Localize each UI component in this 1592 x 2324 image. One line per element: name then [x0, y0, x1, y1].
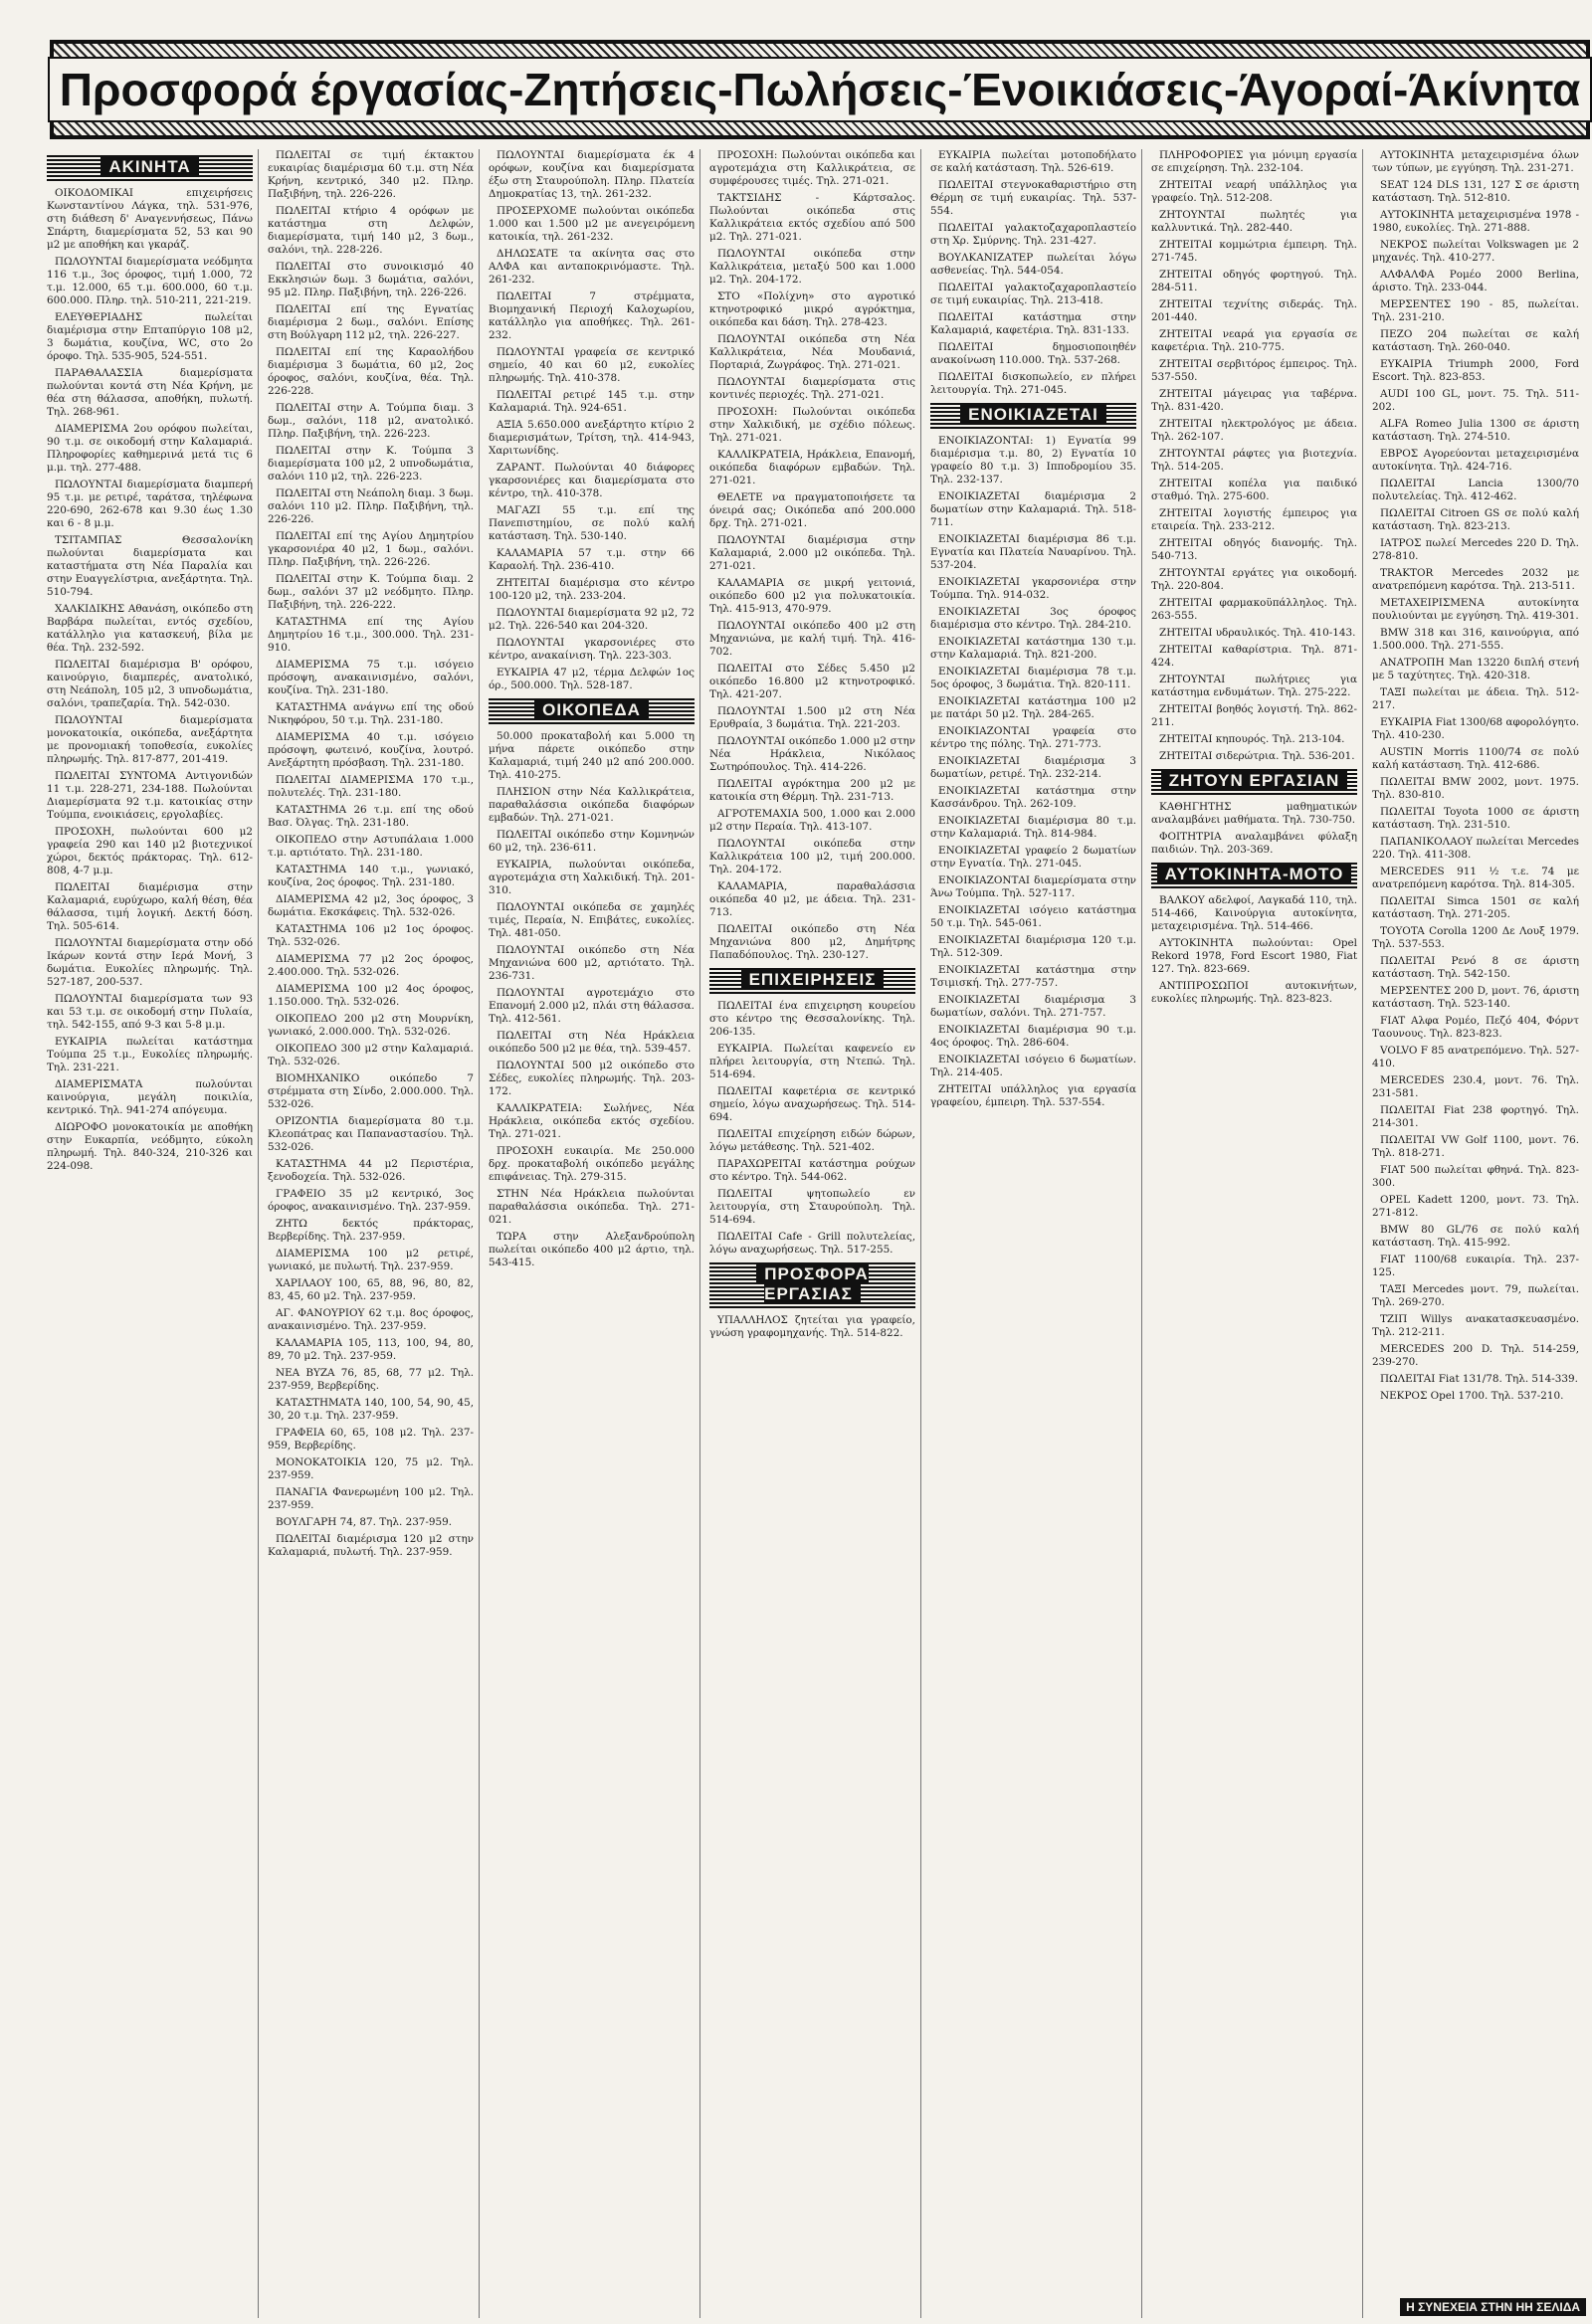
classified-ad: ΑΓΡΟΤΕΜΑΧΙΑ 500, 1.000 και 2.000 μ2 στην Περαία. Τηλ. 413-107.	[709, 808, 915, 833]
classified-ad: ΚΑΤΑΣΤΗΜΑ 140 τ.μ., γωνιακό, κουζίνα, 2ος όροφος. Τηλ. 231-180.	[268, 864, 474, 888]
classified-ad: ΕΥΚΑΙΡΙΑ. Πωλείται καφενείο εν πλήρει λειτουργία, στη Ντεπώ. Τηλ. 514-694.	[709, 1043, 915, 1080]
classified-ad: ΠΩΛΕΙΤΑΙ επί της Αγίου Δημητρίου γκαρσονιέρα 40 μ2, 1 δωμ., σαλόνι. Πληρ. Παξιβήνη, τηλ. 226-226.	[268, 530, 474, 568]
classified-ad: ΖΗΤΕΙΤΑΙ κηπουρός. Τηλ. 213-104.	[1159, 733, 1345, 745]
classified-ad: ΕΒΡΟΣ Αγορεύονται μεταχειρισμένα αυτοκίνητα. Τηλ. 424-716.	[1372, 448, 1579, 473]
classified-ad: ΠΩΛΕΙΤΑΙ στη Νέα Ηράκλεια οικόπεδο 500 μ2 με θέα, τηλ. 539-457.	[489, 1030, 695, 1055]
classified-ad: ΠΩΛΕΙΤΑΙ Citroen GS σε πολύ καλή κατάσταση. Τηλ. 823-213.	[1372, 507, 1579, 532]
classified-ad: ΖΗΤΕΙΤΑΙ σιδερώτρια. Τηλ. 536-201.	[1159, 750, 1355, 762]
classified-ad: ΠΛΗΣΙΟΝ στην Νέα Καλλικράτεια, παραθαλάσσια οικόπεδα διαφόρων εμβαδών. Τηλ. 271-021.	[489, 786, 695, 824]
classified-ad: ΕΝΟΙΚΙΑΖΕΤΑΙ κατάστημα 130 τ.μ. στην Καλαμαριά. Τηλ. 821-200.	[930, 636, 1136, 661]
classified-ad: ΔΙΑΜΕΡΙΣΜΑ 100 μ2 4ος όροφος, 1.150.000. Τηλ. 532-026.	[268, 983, 474, 1008]
column-7	[1367, 149, 1584, 2318]
classified-ad: ΘΕΛΕΤΕ να πραγματοποιήσετε τα όνειρά σας; Οικόπεδα από 200.000 δρχ. Τηλ. 271-021.	[709, 491, 915, 529]
classified-ad: ΖΗΤΕΙΤΑΙ λογιστής έμπειρος για εταιρεία. Τηλ. 233-212.	[1151, 507, 1357, 532]
classified-ad: ΠΡΟΣΟΧΗ, πωλούνται 600 μ2 γραφεία 290 και 140 μ2 βιοτεχνικοί χώροι, δεκτός πράκτορας. Τηλ. 612-808, 4-7 μ.μ.	[47, 826, 253, 876]
classified-ad: ΚΑΤΑΣΤΗΜΑ 26 τ.μ. επί της οδού Βασ. Όλγας. Τηλ. 231-180.	[268, 804, 474, 829]
classified-ad: ΠΩΛΕΙΤΑΙ γαλακτοζαχαροπλαστείο σε τιμή ευκαιρίας. Τηλ. 213-418.	[930, 282, 1136, 306]
classified-ad: ΕΝΟΙΚΙΑΖΕΤΑΙ γραφείο 2 δωματίων στην Εγνατία. Τηλ. 271-045.	[930, 845, 1136, 870]
classified-ad: ΕΝΟΙΚΙΑΖΕΤΑΙ διαμέρισμα 120 τ.μ. Τηλ. 512-309.	[930, 934, 1136, 959]
classified-ad: ΟΙΚΟΠΕΔΟ 300 μ2 στην Καλαμαριά. Τηλ. 532-026.	[268, 1043, 474, 1067]
classified-ad: ΠΩΛΕΙΤΑΙ VW Golf 1100, μοντ. 76. Τηλ. 818-271.	[1372, 1134, 1579, 1159]
classified-ad: ΠΩΛΟΥΝΤΑΙ διαμερίσματα στην οδό Ικάρων κοντά στην Ιερά Μονή, 3 δωμάτια. Ευκολίες πληρωμής. Τηλ. 527-187, 200-537.	[47, 937, 253, 988]
classified-ad: ΠΑΡΑΧΩΡΕΙΤΑΙ κατάστημα ρούχων στο κέντρο. Τηλ. 544-062.	[709, 1158, 915, 1183]
banner-title: Προσφορά έργασίας-Ζητήσεις-Πωλήσεις-Ένοικιάσεις-Άγοραί-Άκίνητα	[48, 57, 1592, 122]
classified-ad: ΠΑΠΑΝΙΚΟΛΑΟΥ πωλείται Mercedes 220. Τηλ. 411-308.	[1372, 836, 1579, 861]
classified-ad: ΔΙΩΡΟΦΟ μονοκατοικία με αποθήκη στην Ευκαρπία, νεόδμητο, εύκολη πληρωμή. Τηλ. 840-324, 210-326 και 224-098.	[47, 1121, 253, 1172]
classified-ad: ΠΩΛΕΙΤΑΙ Ρενό 8 σε άριστη κατάσταση. Τηλ. 542-150.	[1372, 955, 1579, 980]
classified-ad: ΠΩΛΟΥΝΤΑΙ οικόπεδο 1.000 μ2 στην Νέα Ηράκλεια, Νικόλαος Σωτηρόπουλος. Τηλ. 414-226.	[709, 735, 915, 773]
classified-ad: ΠΩΛΕΙΤΑΙ 7 στρέμματα, Βιομηχανική Περιοχή Καλοχωρίου, κατάλληλο για αποθήκες. Τηλ. 261-232.	[489, 290, 695, 341]
column-2	[263, 149, 480, 2318]
classified-ad: ΠΩΛΕΙΤΑΙ στεγνοκαθαριστήριο στη Θέρμη σε τιμή ευκαιρίας. Τηλ. 537-554.	[930, 179, 1136, 217]
classified-ad: ΕΝΟΙΚΙΑΖΕΤΑΙ 3ος όροφος διαμέρισμα στο κέντρο. Τηλ. 284-210.	[930, 606, 1136, 631]
classified-ad: ΠΩΛΟΥΝΤΑΙ διαμερίσματα μονοκατοικία, οικόπεδα, ανεξάρτητα με προνομιακή τοποθεσία, ευκολίες πληρωμής. Τηλ. 817-877, 201-419.	[47, 714, 253, 765]
classified-ad: ΔΙΑΜΕΡΙΣΜΑ 77 μ2 2ος όροφος, 2.400.000. Τηλ. 532-026.	[268, 953, 474, 978]
classified-ad: ΠΩΛΕΙΤΑΙ στην Α. Τούμπα διαμ. 3 δωμ., σαλόνι, 118 μ2, ανατολικό. Πληρ. Παξιβήνη, τηλ. 226-223.	[268, 402, 474, 440]
classified-ad: ΠΩΛΟΥΝΤΑΙ διαμερίσματα στις κοντινές περιοχές. Τηλ. 271-021.	[709, 376, 915, 401]
classified-ad: ΙΑΤΡΟΣ πωλεί Mercedes 220 D. Τηλ. 278-810.	[1372, 537, 1579, 562]
classified-ad: ΠΩΛΟΥΝΤΑΙ αγροτεμάχιο στο Επανομή 2.000 μ2, πλάι στη θάλασσα. Τηλ. 412-561.	[489, 987, 695, 1025]
classified-ad: ΠΑΝΑΓΙΑ Φανερωμένη 100 μ2. Τηλ. 237-959.	[268, 1486, 474, 1511]
classified-ad: ΠΩΛΟΥΝΤΑΙ διαμερίσματα 92 μ2, 72 μ2. Τηλ. 226-540 και 204-320.	[489, 607, 695, 632]
classified-ad: ΠΩΛΟΥΝΤΑΙ διαμέρισμα στην Καλαμαριά, 2.000 μ2 οικόπεδα. Τηλ. 271-021.	[709, 534, 915, 572]
classified-ad: ΠΩΛΕΙΤΑΙ δισκοπωλείο, εν πλήρει λειτουργία. Τηλ. 271-045.	[930, 371, 1136, 396]
classified-ad: ΠΩΛΕΙΤΑΙ επί της Καραολήδου διαμέρισμα 3 δωμάτια, 60 μ2, 2ος όροφος, σαλόνι, κουζίνα, θέα. Τηλ. 226-228.	[268, 346, 474, 397]
classified-ad: ΑΞΙΑ 5.650.000 ανεξάρτητο κτίριο 2 διαμερισμάτων, Τρίτση, τηλ. 414-943, Χαριτωνίδης.	[489, 419, 695, 457]
classified-ad: ΠΩΛΟΥΝΤΑΙ οικόπεδα στην Καλλικράτεια 100 μ2, τιμή 200.000. Τηλ. 204-172.	[709, 838, 915, 875]
classified-ad: ΖΗΤΕΙΤΑΙ κοπέλα για παιδικό σταθμό. Τηλ. 275-600.	[1151, 478, 1357, 502]
classified-ad: ΕΥΚΑΙΡΙΑ πωλείται κατάστημα Τούμπα 25 τ.μ., Ευκολίες πληρωμής. Τηλ. 231-221.	[47, 1036, 253, 1073]
section-header-oikopeda: ΟΙΚΟΠΕΔΑ	[489, 696, 695, 724]
classified-ad: ΠΡΟΣΟΧΗ: Πωλούνται οικόπεδα στην Χαλκιδική, με σχέδιο πόλεως. Τηλ. 271-021.	[709, 406, 915, 444]
classified-ad: ΟΙΚΟΠΕΔΟ 200 μ2 στη Μουρνίκη, γωνιακό, 2.000.000. Τηλ. 532-026.	[268, 1013, 474, 1038]
classified-ad: ΤΩΡΑ στην Αλεξανδρούπολη πωλείται οικόπεδο 400 μ2 άρτιο, τηλ. 543-415.	[489, 1231, 695, 1268]
classified-ad: ΚΑΤΑΣΤΗΜΑ 44 μ2 Περιστέρια, ξενοδοχεία. Τηλ. 532-026.	[268, 1158, 474, 1183]
classified-ad: ΔΙΑΜΕΡΙΣΜΑ 2ου ορόφου πωλείται, 90 τ.μ. σε οικοδομή στην Καλαμαριά. Πληροφορίες καθημερινά μετά τις 6 μ.μ. τηλ. 277-488.	[47, 423, 253, 474]
section-header-zitoun-ergasia: ΖΗΤΟΥΝ ΕΡΓΑΣΙΑΝ	[1151, 767, 1357, 795]
classified-ad: 50.000 προκαταβολή και 5.000 τη μήνα πάρετε οικόπεδο στην Καλαμαριά, τιμή 240 μ2 από 200.000. Τηλ. 410-275.	[489, 730, 695, 781]
classified-ad: ΠΩΛΕΙΤΑΙ Fiat 238 φορτηγό. Τηλ. 214-301.	[1372, 1104, 1579, 1129]
classified-ad: ΧΑΛΚΙΔΙΚΗΣ Αθανάση, οικόπεδο στη Βαρβάρα πωλείται, εντός σχεδίου, κατάλληλο για κατασκευή, βίλα με θέα. Τηλ. 232-592.	[47, 603, 253, 654]
classified-ad: ΠΩΛΟΥΝΤΑΙ οικόπεδο στη Νέα Μηχανιώνα 600 μ2, αρτιότατο. Τηλ. 236-731.	[489, 944, 695, 982]
classified-ad: ΝΕΑ ΒΥΖΑ 76, 85, 68, 77 μ2. Τηλ. 237-959, Βερβερίδης.	[268, 1367, 474, 1392]
classified-ad: ΖΗΤΕΙΤΑΙ ηλεκτρολόγος με άδεια. Τηλ. 262-107.	[1151, 418, 1357, 443]
classified-ad: ΠΩΛΕΙΤΑΙ Simca 1501 σε καλή κατάσταση. Τηλ. 271-205.	[1372, 895, 1579, 920]
classified-ad: ΠΩΛΟΥΝΤΑΙ διαμερίσματα των 93 και 53 τ.μ. σε οικοδομή στην Πυλαία, τηλ. 542-155, από 9-3 και 5-8 μ.μ.	[47, 993, 253, 1031]
classified-ad: ΠΩΛΟΥΝΤΑΙ οικόπεδα σε χαμηλές τιμές, Περαία, Ν. Επιβάτες, ευκολίες. Τηλ. 481-050.	[489, 901, 695, 939]
classified-ad: ΠΛΗΡΟΦΟΡΙΕΣ για μόνιμη εργασία σε επιχείρηση. Τηλ. 232-104.	[1151, 149, 1357, 174]
classified-ad: ΕΥΚΑΙΡΙΑ 47 μ2, τέρμα Δελφών 1ος όρ., 500.000. Τηλ. 528-187.	[489, 667, 695, 691]
classified-ad: ΤΖΙΠ Willys ανακατασκευασμένο. Τηλ. 212-211.	[1372, 1313, 1579, 1338]
classified-ad: ΖΗΤΕΙΤΑΙ διαμέρισμα στο κέντρο 100-120 μ2, τηλ. 233-204.	[489, 577, 695, 602]
classified-ad: ΟΡΙΖΟΝΤΙΑ διαμερίσματα 80 τ.μ. Κλεοπάτρας και Παπαναστασίου. Τηλ. 532-026.	[268, 1115, 474, 1153]
classified-ad: TRAKTOR Mercedes 2032 με ανατρεπόμενη καρότσα. Τηλ. 213-511.	[1372, 567, 1579, 592]
classified-ad: ΖΗΤΕΙΤΑΙ τεχνίτης σιδεράς. Τηλ. 201-440.	[1151, 298, 1357, 323]
classified-ad: ΕΝΟΙΚΙΑΖΕΤΑΙ διαμέρισμα 78 τ.μ. 5ος όροφος, 3 δωμάτια. Τηλ. 820-111.	[930, 666, 1136, 690]
classified-ad: ΚΑΤΑΣΤΗΜΑ ανάγνω επί της οδού Νικηφόρου, 50 τ.μ. Τηλ. 231-180.	[268, 701, 474, 726]
classified-ad: ΔΙΑΜΕΡΙΣΜΑ 100 μ2 ρετιρέ, γωνιακό, με πυλωτή. Τηλ. 237-959.	[268, 1248, 474, 1272]
classified-ad: ΠΩΛΟΥΝΤΑΙ οικόπεδο 400 μ2 στη Μηχανιώνα, με καλή τιμή. Τηλ. 416-702.	[709, 620, 915, 658]
classified-ad: ΠΩΛΕΙΤΑΙ Cafe - Grill πολυτελείας, λόγω αναχωρήσεως. Τηλ. 517-255.	[709, 1231, 915, 1256]
section-header-enoikiazetai: ΕΝΟΙΚΙΑΖΕΤΑΙ	[930, 401, 1136, 429]
classified-ad: FIAT Αλφα Ρομέο, Πεζό 404, Φόρντ Ταουνους. Τηλ. 823-823.	[1372, 1015, 1579, 1040]
classified-ad: ΜΕΡΣΕΝΤΕΣ 200 D, μοντ. 76, άριστη κατάσταση. Τηλ. 523-140.	[1372, 985, 1579, 1010]
column-5	[925, 149, 1142, 2318]
classified-ad: ΝΕΚΡΟΣ πωλείται Volkswagen με 2 μηχανές. Τηλ. 410-277.	[1372, 239, 1579, 264]
classified-ad: ΠΩΛΕΙΤΑΙ επιχείρηση ειδών δώρων, λόγω μετάθεσης. Τηλ. 521-402.	[709, 1128, 915, 1153]
classified-ad: ΔΙΑΜΕΡΙΣΜΑ 75 τ.μ. ισόγειο πρόσοψη, ανακαινισμένο, σαλόνι, κουζίνα. Τηλ. 231-180.	[268, 659, 474, 696]
classified-ad: ΠΩΛΕΙΤΑΙ κατάστημα στην Καλαμαριά, καφετέρια. Τηλ. 831-133.	[930, 311, 1136, 336]
classified-ad: ΑΥΤΟΚΙΝΗΤΑ μεταχειρισμένα όλων των τύπων, με εγγύηση. Τηλ. 231-271.	[1372, 149, 1579, 174]
classified-ad: ΤΑΚΤΣΙΔΗΣ - Κάρτσαλος. Πωλούνται οικόπεδα στις Καλλικράτεια εκτός σχεδίου από 500 μ2. Τηλ. 271-021.	[709, 192, 915, 243]
classified-ad: ΖΗΤΕΙΤΑΙ κομμώτρια έμπειρη. Τηλ. 271-745.	[1151, 239, 1357, 264]
classified-ad: ΠΩΛΕΙΤΑΙ BMW 2002, μοντ. 1975. Τηλ. 830-810.	[1372, 776, 1579, 801]
classified-ad: ΖΗΤΕΙΤΑΙ νεαρή υπάλληλος για γραφείο. Τηλ. 512-208.	[1151, 179, 1357, 204]
classified-ad: ΖΗΤΕΙΤΑΙ νεαρά για εργασία σε καφετέρια. Τηλ. 210-775.	[1151, 328, 1357, 353]
classified-ad: ΣΤΗΝ Νέα Ηράκλεια πωλούνται παραθαλάσσια οικόπεδα. Τηλ. 271-021.	[489, 1188, 695, 1226]
classified-ad: ΖΗΤΕΙΤΑΙ μάγειρας για ταβέρνα. Τηλ. 831-420.	[1151, 388, 1357, 413]
classified-ad: ΕΝΟΙΚΙΑΖΕΤΑΙ διαμέρισμα 80 τ.μ. στην Καλαμαριά. Τηλ. 814-984.	[930, 815, 1136, 840]
classified-ad: OPEL Kadett 1200, μοντ. 73. Τηλ. 271-812.	[1372, 1194, 1579, 1219]
classified-ad: ΠΕΖΟ 204 πωλείται σε καλή κατάσταση. Τηλ. 260-040.	[1372, 328, 1579, 353]
continued-on-page-note: Η ΣΥΝΕΧΕΙΑ ΣΤΗΝ ΗΗ ΣΕΛΙΔΑ	[1400, 2298, 1586, 2316]
section-header-prosfora-ergasias: ΠΡΟΣΦΟΡΑ ΕΡΓΑΣΙΑΣ	[709, 1260, 915, 1308]
classified-ad: ΒΟΥΛΚΑΝΙΖΑΤΕΡ πωλείται λόγω ασθενείας. Τηλ. 544-054.	[930, 252, 1136, 277]
classified-ad: ΠΡΟΣΟΧΗ: Πωλούνται οικόπεδα και αγροτεμάχια στη Καλλικράτεια, σε συμφέρουσες τιμές. Τηλ. 271-021.	[709, 149, 915, 187]
classified-ad: ΠΩΛΕΙΤΑΙ στο Σέδες 5.450 μ2 οικόπεδο 16.800 μ2 κτηνοτροφικό. Τηλ. 421-207.	[709, 663, 915, 700]
classified-ad: ΥΠΑΛΛΗΛΟΣ ζητείται για γραφείο, γνώση γραφομηχανής. Τηλ. 514-822.	[709, 1314, 915, 1339]
classified-ad: ΜΟΝΟΚΑΤΟΙΚΙΑ 120, 75 μ2. Τηλ. 237-959.	[268, 1456, 474, 1481]
classified-ad: ΑΛΦΑΛΦΑ Ρομέο 2000 Berlina, άριστο. Τηλ. 233-044.	[1372, 269, 1579, 293]
classified-ad: ΕΝΟΙΚΙΑΖΕΤΑΙ διαμέρισμα 3 δωματίων, σαλόνι. Τηλ. 271-757.	[930, 994, 1136, 1019]
classified-ad: ΖΗΤΕΙΤΑΙ φαρμακοϋπάλληλος. Τηλ. 263-555.	[1151, 597, 1357, 622]
classified-ad: ΑΝΑΤΡΟΠΗ Man 13220 διπλή στενή με 5 ταχύτητες. Τηλ. 420-318.	[1372, 657, 1579, 681]
classified-ad: ΠΩΛΕΙΤΑΙ Lancia 1300/70 πολυτελείας. Τηλ. 412-462.	[1372, 478, 1579, 502]
classified-ad: ΖΗΤΕΙΤΑΙ βοηθός λογιστή. Τηλ. 862-211.	[1151, 703, 1357, 728]
classified-ad: ΜΕΡΣΕΝΤΕΣ 190 - 85, πωλείται. Τηλ. 231-210.	[1372, 298, 1579, 323]
classified-ad: ΠΩΛΕΙΤΑΙ σε τιμή έκτακτου ευκαιρίας διαμέρισμα 60 τ.μ. στη Νέα Κρήνη, κεντρικό, 340 μ2. Πληρ. Παξιβήνη, τηλ. 226-226.	[268, 149, 474, 200]
classified-ad: ΖΗΤΟΥΝΤΑΙ εργάτες για οικοδομή. Τηλ. 220-804.	[1151, 567, 1357, 592]
classified-ad: ΔΗΛΩΣΑΤΕ τα ακίνητα σας στο ΑΛΦΑ και ανταποκρινόμαστε. Τηλ. 261-232.	[489, 248, 695, 286]
classified-ad: ΕΝΟΙΚΙΑΖΕΤΑΙ κατάστημα 100 μ2 με πατάρι 50 μ2. Τηλ. 284-265.	[930, 695, 1136, 720]
classified-ad: ΓΡΑΦΕΙΟ 35 μ2 κεντρικό, 3ος όροφος, ανακαινισμένο. Τηλ. 237-959.	[268, 1188, 474, 1213]
classified-ad: ΠΩΛΕΙΤΑΙ Toyota 1000 σε άριστη κατάσταση. Τηλ. 231-510.	[1372, 806, 1579, 831]
classified-ad: ΠΩΛΕΙΤΑΙ γαλακτοζαχαροπλαστείο στη Χρ. Σμύρνης. Τηλ. 231-427.	[930, 222, 1136, 247]
classified-ad: ΚΑΤΑΣΤΗΜΑΤΑ 140, 100, 54, 90, 45, 30, 20 τ.μ. Τηλ. 237-959.	[268, 1397, 474, 1422]
classified-ad: ΠΩΛΕΙΤΑΙ ΔΙΑΜΕΡΙΣΜΑ 170 τ.μ., πολυτελές. Τηλ. 231-180.	[268, 774, 474, 799]
classified-ad: ΕΝΟΙΚΙΑΖΕΤΑΙ διαμέρισμα 90 τ.μ. 4ος όροφος. Τηλ. 286-604.	[930, 1024, 1136, 1049]
classified-ad: ΠΩΛΟΥΝΤΑΙ γκαρσονιέρες στο κέντρο, ανακαίνιση. Τηλ. 223-303.	[489, 637, 695, 662]
classified-ad: MERCEDES 200 D. Τηλ. 514-259, 239-270.	[1372, 1343, 1579, 1368]
classified-ad: ΑΓ. ΦΑΝΟΥΡΙΟΥ 62 τ.μ. 8ος όροφος, ανακαινισμένο. Τηλ. 237-959.	[268, 1307, 474, 1332]
classified-ad: ΝΕΚΡΟΣ Opel 1700. Τηλ. 537-210.	[1380, 1390, 1564, 1402]
classified-ad: ΠΑΡΑΘΑΛΑΣΣΙΑ διαμερίσματα πωλούνται κοντά στη Νέα Κρήνη, με θέα στη θάλασσα, αποθήκη, πυλωτή. Τηλ. 268-961.	[47, 367, 253, 418]
classified-ad: ΠΩΛΕΙΤΑΙ ΣΥΝΤΟΜΑ Αντιγονιδών 11 τ.μ. 228-271, 234-188. Πωλούνται Διαμερίσματα 92 τ.μ. κατοικίας στην Τούμπα, ενοικιάσεις, εργολαβίες.	[47, 770, 253, 821]
classified-ad: ΠΩΛΕΙΤΑΙ διαμέρισμα στην Καλαμαριά, ευρύχωρο, καλή θέση, θέα θάλασσα, τιμή λογική. Δεκτή δόση. Τηλ. 505-614.	[47, 881, 253, 932]
classified-ad: ΔΙΑΜΕΡΙΣΜΑΤΑ πωλούνται καινούργια, μεγάλη ποικιλία, κεντρικό. Τηλ. 941-274 απόγευμα.	[47, 1078, 253, 1116]
classified-ad: ΠΩΛΟΥΝΤΑΙ διαμερίσματα διαμπερή 95 τ.μ. με ρετιρέ, ταράτσα, τηλέφωνα 220-690, 262-678 και 9.30 έως 1.30 και 6 - 8 μ.μ.	[47, 479, 253, 529]
classified-ad: ΠΩΛΕΙΤΑΙ στην Κ. Τούμπα διαμ. 2 δωμ., σαλόνι 37 μ2 νεόδμητο. Πληρ. Παξιβήνη, τηλ. 226-222.	[268, 573, 474, 611]
classified-ad: ΒΙΟΜΗΧΑΝΙΚΟ οικόπεδο 7 στρέμματα στη Σίνδο, 2.000.000. Τηλ. 532-026.	[268, 1072, 474, 1110]
classified-ad: ΕΝΟΙΚΙΑΖΕΤΑΙ διαμέρισμα 86 τ.μ. Εγνατία και Πλατεία Ναυαρίνου. Τηλ. 537-204.	[930, 533, 1136, 571]
classified-ad: ΠΩΛΟΥΝΤΑΙ 500 μ2 οικόπεδο στο Σέδες, ευκολίες πληρωμής. Τηλ. 203-172.	[489, 1060, 695, 1097]
classified-ad: ΑΝΤΙΠΡΟΣΩΠΟΙ αυτοκινήτων, ευκολίες πληρωμής. Τηλ. 823-823.	[1151, 980, 1357, 1005]
classified-ad: ΤΣΙΤΑΜΠΑΣ Θεσσαλονίκη πωλούνται διαμερίσματα και καταστήματα στη Νέα Παραλία και στην Ευαγγελίστρια, ανεξάρτητα. Τηλ. 510-794.	[47, 534, 253, 598]
classified-ad: ΚΑΛΛΙΚΡΑΤΕΙΑ, Ηράκλεια, Επανομή, οικόπεδα διαφόρων εμβαδών. Τηλ. 271-021.	[709, 449, 915, 486]
classified-ad: ΒΑΛΚΟΥ αδελφοί, Λαγκαδά 110, τηλ. 514-466, Καινούργια αυτοκίνητα, μεταχειρισμένα. Τηλ. 514-466.	[1151, 894, 1357, 932]
classified-ad: ΖΗΤΕΙΤΑΙ υπάλληλος για εργασία γραφείου, έμπειρη. Τηλ. 537-554.	[930, 1083, 1136, 1108]
classified-ad: TOYOTA Corolla 1200 Δε Λουξ 1979. Τηλ. 537-553.	[1372, 925, 1579, 950]
classified-ad: ΖΗΤΟΥΝΤΑΙ πωλήτριες για κατάστημα ενδυμάτων. Τηλ. 275-222.	[1151, 674, 1357, 698]
classified-ad: ΠΩΛΕΙΤΑΙ αγρόκτημα 200 μ2 με κατοικία στη Θέρμη. Τηλ. 231-713.	[709, 778, 915, 803]
classified-ad: ΕΥΚΑΙΡΙΑ Triumph 2000, Ford Escort. Τηλ. 823-853.	[1372, 358, 1579, 383]
classified-ad: ΕΥΚΑΙΡΙΑ Fiat 1300/68 αφορολόγητο. Τηλ. 410-230.	[1372, 716, 1579, 741]
classified-ad: ΕΝΟΙΚΙΑΖΕΤΑΙ κατάστημα στην Κασσάνδρου. Τηλ. 262-109.	[930, 785, 1136, 810]
classified-ad: ALFA Romeo Julia 1300 σε άριστη κατάσταση. Τηλ. 274-510.	[1372, 418, 1579, 443]
classified-ad: ΠΡΟΣΟΧΗ ευκαιρία. Με 250.000 δρχ. προκαταβολή οικόπεδο μεγάλης επιφάνειας. Τηλ. 279-315.	[489, 1145, 695, 1183]
classified-ad: AUSTIN Morris 1100/74 σε πολύ καλή κατάσταση. Τηλ. 412-686.	[1372, 746, 1579, 771]
classified-ad: ΠΩΛΟΥΝΤΑΙ διαμερίσματα νεόδμητα 116 τ.μ., 3ος όροφος, τιμή 1.000, 72 τ.μ. 12.000, 65 τ.μ. 600.000, 60 τ.μ. 600.000. Πληρ. τηλ. 510-211, 221-219.	[47, 256, 253, 306]
classified-ad: ΕΝΟΙΚΙΑΖΕΤΑΙ κατάστημα στην Τσιμισκή. Τηλ. 277-757.	[930, 964, 1136, 989]
classified-ad: ΑΥΤΟΚΙΝΗΤΑ πωλούνται: Opel Rekord 1978, Ford Escort 1980, Fiat 127. Τηλ. 823-669.	[1151, 937, 1357, 975]
classified-ad: ΧΑΡΙΛΑΟΥ 100, 65, 88, 96, 80, 82, 83, 45, 60 μ2. Τηλ. 237-959.	[268, 1277, 474, 1302]
classified-ad: ΕΝΟΙΚΙΑΖΕΤΑΙ ισόγειο 6 δωματίων. Τηλ. 214-405.	[930, 1054, 1136, 1078]
classified-ad: AUDI 100 GL, μοντ. 75. Τηλ. 511-202.	[1372, 388, 1579, 413]
column-3	[484, 149, 700, 2318]
classified-ad: SEAT 124 DLS 131, 127 Σ σε άριστη κατάσταση. Τηλ. 512-810.	[1372, 179, 1579, 204]
classified-ad: ΠΩΛΟΥΝΤΑΙ γραφεία σε κεντρικό σημείο, 40 και 60 μ2, ευκολίες πληρωμής. Τηλ. 410-378.	[489, 346, 695, 384]
classified-ad: ΕΝΟΙΚΙΑΖΟΝΤΑΙ: 1) Εγνατία 99 διαμέρισμα τ.μ. 80, 2) Εγνατία 10 γραφείο 80 τ.μ. 3) Ιπποδρομίου 35. Τηλ. 232-137.	[930, 435, 1136, 485]
classified-ad: ΤΑΞΙ Mercedes μοντ. 79, πωλείται. Τηλ. 269-270.	[1372, 1283, 1579, 1308]
classifieds-columns	[42, 149, 1590, 2318]
classified-ad: ΚΑΛΑΜΑΡΙΑ 57 τ.μ. στην 66 Καραολή. Τηλ. 236-410.	[489, 547, 695, 572]
classified-ad: ΕΝΟΙΚΙΑΖΕΤΑΙ διαμέρισμα 2 δωματίων στην Καλαμαριά. Τηλ. 518-711.	[930, 490, 1136, 528]
classified-ad: ΠΩΛΕΙΤΑΙ κτήριο 4 ορόφων με κατάστημα στη Δελφών, διαμερίσματα, τιμή 140 μ2, 3 δωμ., σαλόνι, τηλ. 228-226.	[268, 205, 474, 256]
classified-ad: MERCEDES 230.4, μοντ. 76. Τηλ. 231-581.	[1372, 1074, 1579, 1099]
classified-ad: ΓΡΑΦΕΙΑ 60, 65, 108 μ2. Τηλ. 237-959, Βερβερίδης.	[268, 1427, 474, 1452]
classified-ad: ΕΝΟΙΚΙΑΖΕΤΑΙ γκαρσονιέρα στην Τούμπα. Τηλ. 914-032.	[930, 576, 1136, 601]
classified-ad: ΜΑΓΑΖΙ 55 τ.μ. επί της Πανεπιστημίου, σε πολύ καλή κατάσταση. Τηλ. 530-140.	[489, 504, 695, 542]
classified-ad: ΚΑΤΑΣΤΗΜΑ 106 μ2 1ος όροφος. Τηλ. 532-026.	[268, 923, 474, 948]
classified-ad: ΖΗΤΩ δεκτός πράκτορας, Βερβερίδης. Τηλ. 237-959.	[268, 1218, 474, 1243]
classified-ad: ΑΥΤΟΚΙΝΗΤΑ μεταχειρισμένα 1978 - 1980, ευκολίες. Τηλ. 271-888.	[1372, 209, 1579, 234]
classified-ad: ΕΥΚΑΙΡΙΑ, πωλούνται οικόπεδα, αγροτεμάχια στη Χαλκιδική. Τηλ. 201-310.	[489, 859, 695, 896]
classified-ad: ΖΗΤΕΙΤΑΙ οδηγός διανομής. Τηλ. 540-713.	[1151, 537, 1357, 562]
classified-ad: FIAT 500 πωλείται φθηνά. Τηλ. 823-300.	[1372, 1164, 1579, 1189]
classified-ad: ΚΑΛΛΙΚΡΑΤΕΙΑ: Σωλήνες, Νέα Ηράκλεια, οικόπεδα εκτός σχεδίου. Τηλ. 271-021.	[489, 1102, 695, 1140]
classified-ad: ΕΥΚΑΙΡΙΑ πωλείται μοτοποδήλατο σε καλή κατάσταση. Τηλ. 526-619.	[930, 149, 1136, 174]
classified-ad: ΠΩΛΕΙΤΑΙ οικόπεδο στην Κομνηνών 60 μ2, τηλ. 236-611.	[489, 829, 695, 854]
classified-ad: MERCEDES 911 ½ τ.ε. 74 με ανατρεπόμενη καρότσα. Τηλ. 814-305.	[1372, 866, 1579, 890]
classified-ad: ΠΩΛΕΙΤΑΙ δημοσιοποιηθέν ανακοίνωση 110.000. Τηλ. 537-268.	[930, 341, 1136, 366]
classified-ad: ΚΑΤΑΣΤΗΜΑ επί της Αγίου Δημητρίου 16 τ.μ., 300.000. Τηλ. 231-910.	[268, 616, 474, 654]
classified-ad: VOLVO F 85 ανατρεπόμενο. Τηλ. 527-410.	[1372, 1045, 1579, 1069]
classified-ad: ΤΑΞΙ πωλείται με άδεια. Τηλ. 512-217.	[1372, 686, 1579, 711]
classified-ad: ΠΡΟΣΕΡΧΟΜΕ πωλούνται οικόπεδα 1.000 και 1.500 μ2 με ανεγειρόμενη κατοικία, τηλ. 261-232.	[489, 205, 695, 243]
classified-ad: BMW 80 GL/76 σε πολύ καλή κατάσταση. Τηλ. 415-992.	[1372, 1224, 1579, 1249]
classified-ad: ΖΗΤΟΥΝΤΑΙ ράφτες για βιοτεχνία. Τηλ. 514-205.	[1151, 448, 1357, 473]
classified-ad: ΕΝΟΙΚΙΑΖΟΝΤΑΙ γραφεία στο κέντρο της πόλης. Τηλ. 271-773.	[930, 725, 1136, 750]
classified-ad: ΖΗΤΕΙΤΑΙ οδηγός φορτηγού. Τηλ. 284-511.	[1151, 269, 1357, 293]
classified-ad: ΚΑΛΑΜΑΡΙΑ, παραθαλάσσια οικόπεδα 40 μ2, με άδεια. Τηλ. 231-713.	[709, 880, 915, 918]
classified-ad: ΠΩΛΕΙΤΑΙ στην Κ. Τούμπα 3 διαμερίσματα 100 μ2, 2 υπνοδωμάτια, σαλόνι 110 μ2, τηλ. 226-223.	[268, 445, 474, 483]
classified-ad: ΠΩΛΕΙΤΑΙ οικόπεδο στη Νέα Μηχανιώνα 800 μ2, Δημήτρης Παπαδόπουλος. Τηλ. 230-127.	[709, 923, 915, 961]
classified-ad: ΕΝΟΙΚΙΑΖΟΝΤΑΙ διαμερίσματα στην Άνω Τούμπα. Τηλ. 527-117.	[930, 874, 1136, 899]
classified-ad: BMW 318 και 316, καινούργια, από 1.500.000. Τηλ. 271-555.	[1372, 627, 1579, 652]
classified-ad: ΠΩΛΟΥΝΤΑΙ οικόπεδα στη Νέα Καλλικράτεια, Νέα Μουδανιά, Πορταριά, Ζωγράφος. Τηλ. 271-021.	[709, 333, 915, 371]
classified-ad: ΣΤΟ «Πολίχνη» στο αγροτικό κτηνοτροφικό μικρό αγρόκτημα, οικόπεδα και δάση. Τηλ. 278-423.	[709, 290, 915, 328]
column-4	[704, 149, 921, 2318]
column-1	[42, 149, 259, 2318]
classifieds-banner	[50, 40, 1590, 139]
classified-ad: ΜΕΤΑΧΕΙΡΙΣΜΕΝΑ αυτοκίνητα πουλιούνται με εγγύηση. Τηλ. 419-301.	[1372, 597, 1579, 622]
classified-ad: ΠΩΛΕΙΤΑΙ επί της Εγνατίας διαμέρισμα 2 δωμ., σαλόνι. Επίσης στη Βούλγαρη 112 μ2, τηλ. 226-227.	[268, 303, 474, 341]
classified-ad: ΖΑΡΑΝΤ. Πωλούνται 40 διάφορες γκαρσονιέρες και διαμερίσματα στο κέντρο, τηλ. 410-378.	[489, 462, 695, 499]
classified-ad: ΖΗΤΕΙΤΑΙ καθαρίστρια. Τηλ. 871-424.	[1151, 644, 1357, 669]
classified-ad: ΟΙΚΟΠΕΔΟ στην Αστυπάλαια 1.000 τ.μ. αρτιότατο. Τηλ. 231-180.	[268, 834, 474, 859]
classified-ad: ΚΑΛΑΜΑΡΙΑ σε μικρή γειτονιά, οικόπεδο 600 μ2 για πολυκατοικία. Τηλ. 415-913, 470-979.	[709, 577, 915, 615]
classified-ad: ΠΩΛΕΙΤΑΙ Fiat 131/78. Τηλ. 514-339.	[1380, 1373, 1578, 1385]
classified-ad: ΔΙΑΜΕΡΙΣΜΑ 42 μ2, 3ος όροφος, 3 δωμάτια. Εκσκάφεις. Τηλ. 532-026.	[268, 893, 474, 918]
classified-ad: ΠΩΛΕΙΤΑΙ καφετέρια σε κεντρικό σημείο, λόγω αναχωρήσεως. Τηλ. 514-694.	[709, 1085, 915, 1123]
section-header-epixeiriseis: ΕΠΙΧΕΙΡΗΣΕΙΣ	[709, 966, 915, 994]
classified-ad: ΠΩΛΟΥΝΤΑΙ οικόπεδα στην Καλλικράτεια, μεταξύ 500 και 1.000 μ2. Τηλ. 204-172.	[709, 248, 915, 286]
classified-ad: ΠΩΛΕΙΤΑΙ διαμέρισμα 120 μ2 στην Καλαμαριά, πυλωτή. Τηλ. 237-959.	[268, 1533, 474, 1558]
classified-ad: ΠΩΛΕΙΤΑΙ ψητοπωλείο εν λειτουργία, στη Σταυρούπολη. Τηλ. 514-694.	[709, 1188, 915, 1226]
classified-ad: ΕΛΕΥΘΕΡΙΑΔΗΣ πωλείται διαμέρισμα στην Επταπύργιο 108 μ2, 3 δωμάτια, κουζίνα, WC, στο 2ο όροφο. Τηλ. 535-905, 524-551.	[47, 311, 253, 362]
classified-ad: ΕΝΟΙΚΙΑΖΕΤΑΙ ισόγειο κατάστημα 50 τ.μ. Τηλ. 545-061.	[930, 904, 1136, 929]
classified-ad: ΔΙΑΜΕΡΙΣΜΑ 40 τ.μ. ισόγειο πρόσοψη, φωτεινό, κουζίνα, λουτρό. Ανεξάρτητη πρόσβαση. Τηλ. 231-180.	[268, 731, 474, 769]
classified-ad: ΟΙΚΟΔΟΜΙΚΑΙ επιχειρήσεις Κωνσταντίνου Λάγκα, τηλ. 531-976, στη διάθεση δ' Αναγεννήσεως, Πάνω Σπάρτη, διαμερίσματα 52, 53 και 90 μ2 με αποθήκη και γκαράζ.	[47, 187, 253, 251]
classified-ad: ΕΝΟΙΚΙΑΖΕΤΑΙ διαμέρισμα 3 δωματίων, ρετιρέ. Τηλ. 232-214.	[930, 755, 1136, 780]
classified-ad: ΖΗΤΟΥΝΤΑΙ πωλητές για καλλυντικά. Τηλ. 282-440.	[1151, 209, 1357, 234]
classified-ad: ΠΩΛΕΙΤΑΙ στο συνοικισμό 40 Εκκλησιών δωμ. 3 δωμάτια, σαλόνι, 95 μ2. Πληρ. Παξιβήνη, τηλ. 226-226.	[268, 261, 474, 298]
classified-ad: ΠΩΛΕΙΤΑΙ ένα επιχειρηση κουρείου στο κέντρο της Θεσσαλονίκης. Τηλ. 206-135.	[709, 1000, 915, 1038]
classified-ad: ΚΑΛΑΜΑΡΙΑ 105, 113, 100, 94, 80, 89, 70 μ2. Τηλ. 237-959.	[268, 1337, 474, 1362]
classified-ad: ΖΗΤΕΙΤΑΙ σερβιτόρος έμπειρος. Τηλ. 537-550.	[1151, 358, 1357, 383]
classified-ad: ΒΟΥΛΓΑΡΗ 74, 87. Τηλ. 237-959.	[276, 1516, 453, 1528]
classified-ad: ΠΩΛΕΙΤΑΙ στη Νεάπολη διαμ. 3 δωμ. σαλόνι 110 μ2. Πληρ. Παξιβήνη, τηλ. 226-226.	[268, 487, 474, 525]
classified-ad: FIAT 1100/68 ευκαιρία. Τηλ. 237-125.	[1372, 1254, 1579, 1278]
classified-ad: ΠΩΛΟΥΝΤΑΙ 1.500 μ2 στη Νέα Ερυθραία, 3 δωμάτια. Τηλ. 221-203.	[709, 705, 915, 730]
section-header-akinita: ΑΚΙΝΗΤΑ	[47, 153, 253, 181]
section-header-autokinita-moto: ΑΥΤΟΚΙΝΗΤΑ-ΜΟΤΟ	[1151, 861, 1357, 888]
classified-ad: ΠΩΛΕΙΤΑΙ ρετιρέ 145 τ.μ. στην Καλαμαριά. Τηλ. 924-651.	[489, 389, 695, 414]
classified-ad: ΠΩΛΕΙΤΑΙ διαμέρισμα Β' ορόφου, καινούργιο, διαμπερές, ανατολικό, στη Νεάπολη, 105 μ2, 3 υπνοδωμάτια, σαλόνι, τραπεζαρία. Τηλ. 542-030.	[47, 659, 253, 709]
classified-ad: ΖΗΤΕΙΤΑΙ υδραυλικός. Τηλ. 410-143.	[1159, 627, 1356, 639]
classified-ad: ΚΑΘΗΓΗΤΗΣ μαθηματικών αναλαμβάνει μαθήματα. Τηλ. 730-750.	[1151, 801, 1357, 826]
classified-ad: ΦΟΙΤΗΤΡΙΑ αναλαμβάνει φύλαξη παιδιών. Τηλ. 203-369.	[1151, 831, 1357, 856]
classified-ad: ΠΩΛΟΥΝΤΑΙ διαμερίσματα έκ 4 ορόφων, κουζίνα και διαμερίσματα έξω στη Σταυρούπολη. Πληρ. Πλατεία Δημοκρατίας 13, τηλ. 261-232.	[489, 149, 695, 200]
column-6	[1146, 149, 1363, 2318]
